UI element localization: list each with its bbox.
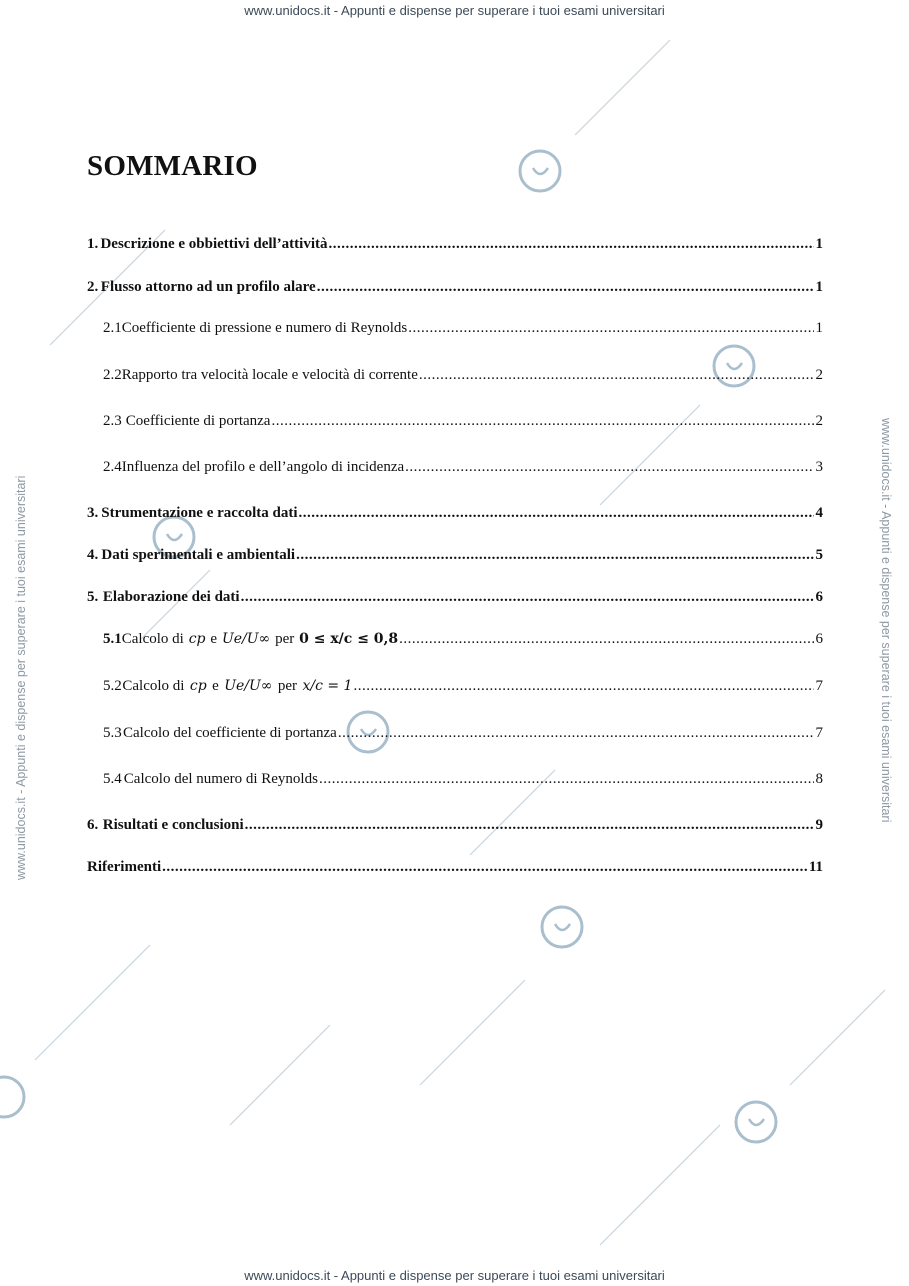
toc-leader: [338, 725, 814, 742]
toc-text: Risultati e conclusioni: [102, 817, 244, 833]
toc-page: 2: [815, 413, 823, 429]
toc-entry-riferimenti[interactable]: [87, 859, 823, 881]
toc-page: 7: [815, 725, 823, 741]
toc-number: 5.1: [103, 631, 122, 647]
toc-leader: [241, 589, 814, 606]
toc-leader: [296, 547, 814, 564]
toc-leader: [408, 320, 814, 337]
toc-page: 9: [815, 817, 823, 833]
toc-leader: [405, 459, 814, 476]
toc-math-ratio: Ue/U∞: [221, 631, 271, 647]
toc-text: Descrizione e obbiettivi dell’attività: [100, 236, 328, 252]
toc-entry-5-2[interactable]: [87, 678, 823, 700]
toc-leader: [162, 859, 808, 876]
toc-text-e: e: [210, 631, 218, 647]
toc-page: 1: [815, 320, 823, 336]
toc-number: 5.: [87, 589, 99, 605]
toc-entry-1[interactable]: [87, 236, 823, 258]
toc-text: Strumentazione e raccolta dati: [101, 505, 298, 521]
toc-entry-4[interactable]: [87, 547, 823, 569]
toc-leader: [319, 771, 814, 788]
toc-leader: [245, 817, 814, 834]
toc-number: 2.3: [103, 413, 122, 429]
toc-number: 6.: [87, 817, 99, 833]
toc-text: Calcolo del coefficiente di portanza: [123, 725, 337, 741]
toc-number: 2.: [87, 279, 99, 295]
toc-number: 3.: [87, 505, 99, 521]
toc-number: 2.4: [103, 459, 122, 475]
toc-text: Flusso attorno ad un profilo alare: [100, 279, 316, 295]
toc-text: Coefficiente di pressione e numero di Reynolds: [121, 320, 408, 336]
toc-page: 1: [815, 236, 823, 252]
toc-text: Dati sperimentali e ambientali: [101, 547, 296, 563]
toc-text-calcolo: Calcolo di: [121, 631, 184, 647]
toc-text-calcolo: Calcolo di: [122, 678, 185, 694]
toc-page: 3: [815, 459, 823, 475]
toc-leader: [419, 367, 814, 384]
watermark-left-banner: www.unidocs.it - Appunti e dispense per superare i tuoi esami universitari: [14, 475, 28, 880]
toc-entry-6[interactable]: [87, 817, 823, 839]
toc-leader: [271, 413, 814, 430]
toc-math-range: 0 ≤ x/c ≤ 0,8: [299, 631, 399, 647]
toc-page: 11: [808, 859, 823, 875]
toc-entry-2-2[interactable]: [87, 367, 823, 389]
toc-leader: [353, 678, 814, 695]
toc-number: 4.: [87, 547, 99, 563]
toc-text: Coefficiente di portanza: [125, 413, 271, 429]
toc-leader: [317, 279, 814, 296]
watermark-right-banner: www.unidocs.it - Appunti e dispense per superare i tuoi esami universitari: [879, 418, 893, 823]
toc-entry-5-3[interactable]: [87, 725, 823, 747]
toc-number: 5.4: [103, 771, 122, 787]
toc-number: 5.2: [103, 678, 122, 694]
toc-page: 8: [815, 771, 823, 787]
toc-math-ratio: Ue/U∞: [224, 678, 273, 694]
toc-number: 2.2: [103, 367, 122, 383]
toc-leader: [399, 631, 814, 648]
toc-text: Influenza del profilo e dell’angolo di incidenza: [121, 459, 405, 475]
toc-page: 6: [815, 589, 823, 605]
toc-entry-2-3[interactable]: [87, 413, 823, 435]
toc-entry-2-1[interactable]: [87, 320, 823, 342]
toc-entry-5-1[interactable]: [87, 631, 823, 653]
toc-entry-5-4[interactable]: [87, 771, 823, 793]
toc-math-range: x/c = 1: [302, 678, 353, 694]
toc-number: 2.1: [103, 320, 122, 336]
toc-number: 5.3: [103, 725, 122, 741]
toc-text-e: e: [212, 678, 219, 694]
page-title: SOMMARIO: [87, 150, 258, 182]
toc-page: 7: [815, 678, 824, 694]
toc-text: Rapporto tra velocità locale e velocità di corrente: [121, 367, 418, 383]
toc-math-cp: cp: [188, 631, 206, 647]
toc-page: 5: [815, 547, 823, 563]
toc-page: 4: [815, 505, 823, 521]
toc-entry-3[interactable]: [87, 505, 823, 527]
toc-text: Elaborazione dei dati: [102, 589, 240, 605]
watermark-top-banner: www.unidocs.it - Appunti e dispense per superare i tuoi esami universitari: [244, 3, 665, 18]
toc-text: Riferimenti: [87, 859, 162, 875]
toc-number: 1.: [87, 236, 99, 252]
toc-entry-2[interactable]: [87, 279, 823, 301]
toc-leader: [299, 505, 815, 522]
toc-math-cp: cp: [189, 678, 207, 694]
toc-page: 6: [815, 631, 823, 647]
toc-text: Calcolo del numero di Reynolds: [123, 771, 318, 787]
toc-entry-2-4[interactable]: [87, 459, 823, 481]
watermark-bottom-banner: www.unidocs.it - Appunti e dispense per superare i tuoi esami universitari: [244, 1268, 665, 1283]
toc-leader: [329, 236, 815, 253]
toc-entry-5[interactable]: [87, 589, 823, 611]
toc-page: 2: [815, 367, 823, 383]
toc-text-per: per: [277, 678, 298, 694]
toc-page: 1: [815, 279, 823, 295]
toc-text-per: per: [275, 631, 295, 647]
